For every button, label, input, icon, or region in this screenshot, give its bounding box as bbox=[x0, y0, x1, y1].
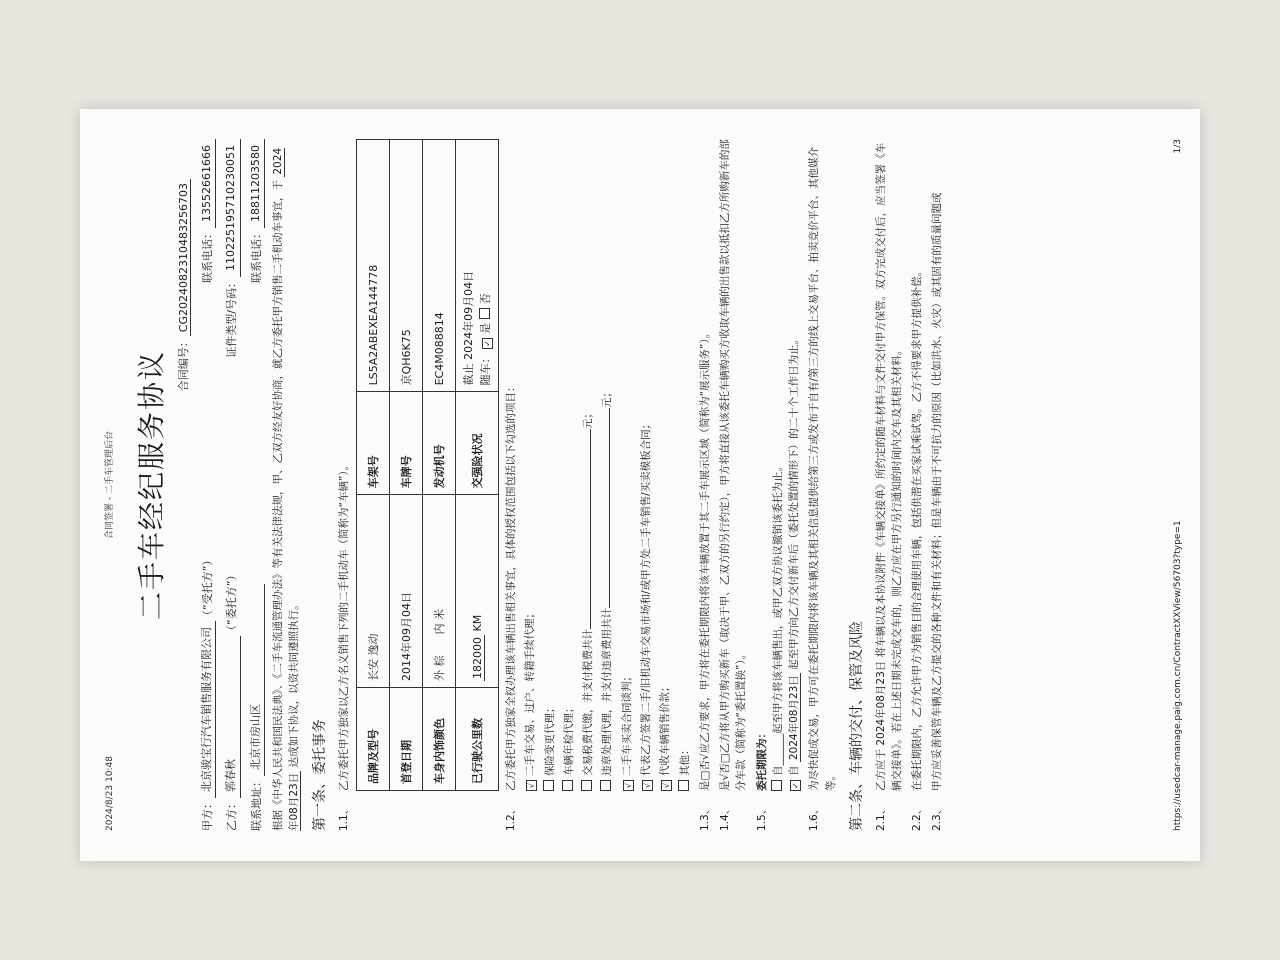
option-label: 违章处理代理，并支付违章费用共计 bbox=[601, 608, 614, 776]
preamble-date: 2024年08月23日 bbox=[271, 147, 300, 831]
list-item bbox=[522, 139, 538, 791]
footer-url: https://usedcar-manage.paig.com.cn/ContractXXView/56703?type=1 bbox=[1173, 520, 1184, 831]
clause-text bbox=[754, 139, 803, 791]
engine-label: 发动机号 bbox=[423, 392, 456, 495]
clause-2-3 bbox=[929, 139, 945, 831]
authorization-options bbox=[522, 139, 692, 831]
clause-number: 1.4、 bbox=[719, 803, 732, 831]
clause-text: 乙方委托甲方独家以乙方名义销售下列的二手机动车（简称为“车辆”）。 bbox=[337, 459, 350, 791]
party-b-id-label: 证件类型/号码： bbox=[225, 276, 239, 358]
list-item bbox=[657, 139, 673, 791]
clause-number: 2.1、 bbox=[874, 803, 887, 831]
print-system-title: 合同签署 - 二手车管理后台 bbox=[105, 431, 115, 539]
clause-number: 1.5、 bbox=[755, 803, 768, 831]
clause-text: 乙方应于 2024年08月23日 将车辆以及本协议附件《车辆交接单》所约定的随车材料与文件交付甲方保管。双方完成交付后，应当签署《车辆交接单》。若在上述日期未完成交车的，则乙方应在甲方另行通知的时间内交车及其相关材料。 bbox=[874, 142, 903, 791]
term-option-2-post: 起至甲方向乙方交付新车后（委托处置的情形下）的二十个工作日为止。 bbox=[788, 333, 801, 670]
insurance-no: 否 bbox=[479, 293, 493, 305]
insurance-label: 交强险状况 bbox=[456, 392, 499, 495]
insurance-expiry: 截止 2024年09月04日 bbox=[462, 270, 476, 386]
color-value bbox=[423, 495, 456, 688]
mileage-unit: KM bbox=[470, 614, 484, 632]
checked-box-icon: √ bbox=[661, 780, 672, 791]
table-row bbox=[456, 140, 499, 791]
option-label: 交易税费代缴，并支付税费共计 bbox=[582, 629, 595, 776]
page-number: 1/3 bbox=[1173, 139, 1184, 154]
party-a-label: 甲方： bbox=[201, 798, 215, 831]
plate-label: 车牌号 bbox=[390, 392, 423, 495]
checked-box-icon: √ bbox=[623, 780, 634, 791]
list-item bbox=[542, 139, 558, 791]
mileage-label: 已行驶公里数 bbox=[456, 688, 499, 791]
table-row bbox=[357, 140, 390, 791]
checked-box-icon: √ bbox=[526, 780, 537, 791]
print-timestamp: 2024/8/23 10:48 bbox=[105, 756, 115, 831]
preamble-text-1: 根据《中华人民共和国民法典》、《二手车流通管理办法》等有关法律法规，甲、乙双方经友好协商，就乙方委托甲方销售二手机动车事宜，于 bbox=[271, 180, 284, 831]
clause-number: 1.1、 bbox=[337, 803, 350, 831]
option-label: 二手车交易、过户、转籍手续代理； bbox=[524, 608, 537, 776]
address-phone: 18811203580 bbox=[247, 139, 265, 228]
party-a-row bbox=[198, 139, 216, 831]
checked-box-icon: ✓ bbox=[482, 338, 493, 349]
option-label: 代收车辆销售价款； bbox=[659, 681, 672, 776]
clause-number: 1.2、 bbox=[505, 803, 518, 831]
color-interior: 内 米 bbox=[432, 609, 446, 635]
empty-box-icon bbox=[600, 780, 611, 791]
clause-number: 1.6、 bbox=[808, 803, 821, 831]
fee-unit: 元； bbox=[582, 408, 595, 429]
color-label: 车身内饰颜色 bbox=[423, 688, 456, 791]
empty-box-icon bbox=[771, 780, 782, 791]
vehicle-table bbox=[356, 139, 499, 791]
clause-2-2 bbox=[909, 139, 925, 831]
list-item bbox=[638, 139, 654, 791]
address-value: 北京市房山区 bbox=[247, 584, 265, 776]
clause-number: 1.3、 bbox=[698, 803, 711, 831]
brand-label: 品牌及型号 bbox=[357, 688, 390, 791]
clause-1-4 bbox=[717, 139, 750, 831]
party-b-role: （“委托方”） bbox=[225, 569, 239, 636]
party-a-phone-label: 联系电话： bbox=[201, 227, 215, 283]
print-header bbox=[98, 139, 124, 831]
empty-box-icon bbox=[543, 780, 554, 791]
list-item bbox=[580, 139, 596, 791]
term-option-1: 自______起至甲方将该车辆售出，或甲乙双方协议撤销该委托为止。 bbox=[771, 461, 784, 776]
insurance-follow-label: 随车： bbox=[479, 352, 493, 386]
clause-text: 为尽快促成交易，甲方可在委托期限内将该车辆及其相关信息提供给第三方或发布于自有/第三方的线上交易平台、拍卖竞价平台、其他媒介等。 bbox=[808, 146, 837, 791]
table-row bbox=[423, 140, 456, 791]
party-b-name: 郭春秋 bbox=[222, 636, 240, 798]
fee-blank bbox=[590, 429, 591, 629]
clause-title: 委托期限为： bbox=[755, 728, 768, 791]
insurance-yes: 是 bbox=[479, 322, 493, 334]
clause-1-6 bbox=[806, 139, 839, 831]
brand-value: 长安 逸动 bbox=[357, 495, 390, 688]
vin-label: 车架号 bbox=[357, 392, 390, 495]
option-label: 代表乙方签署二手/旧机动车交易市场和/或甲方处二手车销售/买卖模板合同； bbox=[640, 418, 653, 776]
document-title: 二手车经纪服务协议 bbox=[135, 350, 168, 621]
clause-2-1 bbox=[873, 139, 906, 831]
vehicle-table-wrap bbox=[356, 139, 499, 831]
party-a-name: 北京骏宝行汽车销售服务有限公司 bbox=[198, 621, 216, 798]
print-footer bbox=[1172, 139, 1186, 831]
mileage-number: 182000 bbox=[470, 637, 484, 679]
empty-box-icon bbox=[581, 780, 592, 791]
empty-box-icon bbox=[479, 308, 490, 319]
reg-label: 首登日期 bbox=[390, 688, 423, 791]
clause-text: 是□否√应乙方要求，甲方将在委托期限内将该车辆放置于其二手车展示区域（简称为“展示服务”）。 bbox=[698, 327, 711, 791]
section-1-title: 第一条、委托事务 bbox=[312, 719, 329, 831]
address-label: 联系地址： bbox=[249, 776, 263, 831]
party-b-label: 乙方： bbox=[225, 798, 239, 831]
reg-value: 2014年09月04日 bbox=[390, 495, 423, 688]
checked-box-icon: √ bbox=[642, 780, 653, 791]
clause-1-3 bbox=[697, 139, 713, 831]
table-row bbox=[390, 140, 423, 791]
clause-text: 甲方应妥善保管车辆及乙方提交的各种文件和有关材料；但是车辆由于不可抗力的原因（比如洪水、火灾）或其固有的质量问题或 bbox=[931, 192, 944, 791]
engine-value: EC4M088814 bbox=[423, 140, 456, 392]
clause-1-2 bbox=[503, 139, 519, 831]
option-label: 车辆年检代理； bbox=[562, 702, 575, 776]
option-label: 二手车买卖合同谈判； bbox=[620, 671, 633, 776]
party-b-row bbox=[222, 139, 240, 831]
list-item bbox=[619, 139, 635, 791]
contract-number bbox=[175, 179, 192, 831]
address-row bbox=[247, 139, 265, 831]
party-b-id: 110225195710230051 bbox=[222, 139, 240, 277]
contract-number-label: 合同编号： bbox=[177, 336, 191, 392]
contract-number-value: CG2024082310483256703 bbox=[177, 179, 191, 336]
option-label: 其他： bbox=[678, 744, 691, 776]
clause-text: 是√否□乙方将从甲方购买新车（取决于甲、乙双方的另行约定），甲方将直接从该委托车辆购买方收取车辆的出售款以抵扣乙方所购新车的部分车款（简称为“委托置换”）。 bbox=[719, 139, 748, 791]
insurance-follow bbox=[477, 146, 494, 385]
checked-box-icon: ✓ bbox=[790, 780, 801, 791]
plate-value: 京QH6K75 bbox=[390, 140, 423, 392]
clause-number: 2.2、 bbox=[911, 803, 924, 831]
preamble-text-2: 达成如下协议，以资共同遵照执行。 bbox=[287, 599, 300, 768]
preamble bbox=[270, 139, 303, 831]
clause-text: 乙方委托甲方独家全权办理该车辆出售相关事宜，具体的授权范围包括以下勾选的项目： bbox=[505, 381, 518, 791]
clause-1-5 bbox=[754, 139, 803, 831]
clause-1-1 bbox=[336, 139, 352, 831]
address-phone-label: 联系电话： bbox=[249, 227, 263, 283]
vin-value: LS5A2ABEXEA144778 bbox=[357, 140, 390, 392]
list-item bbox=[677, 139, 693, 791]
list-item bbox=[599, 139, 615, 791]
term-option-2-date: 2024年08月23日 bbox=[788, 675, 801, 761]
option-label: 保险变更代理； bbox=[543, 702, 556, 776]
party-a-role: （“受托方”） bbox=[201, 554, 215, 621]
clause-number: 2.3、 bbox=[931, 803, 944, 831]
term-option-2-pre: 自 bbox=[788, 765, 801, 776]
clause-text: 在委托期限内，乙方允许甲方为销售目的合理使用车辆，包括供潜在买家试乘试驾。乙方不得要求甲方提供补偿。 bbox=[911, 266, 924, 791]
fee-blank bbox=[609, 408, 610, 608]
section-2-title: 第二条、车辆的交付、保管及风险 bbox=[848, 621, 865, 831]
contract-page bbox=[80, 109, 1200, 861]
party-a-phone: 13552661666 bbox=[198, 139, 216, 228]
insurance-value bbox=[456, 140, 499, 392]
empty-box-icon bbox=[562, 780, 573, 791]
list-item bbox=[561, 139, 577, 791]
empty-box-icon bbox=[678, 780, 689, 791]
fee-unit: 元； bbox=[601, 387, 614, 408]
color-exterior: 外 棕 bbox=[432, 655, 446, 681]
mileage-value bbox=[456, 495, 499, 688]
